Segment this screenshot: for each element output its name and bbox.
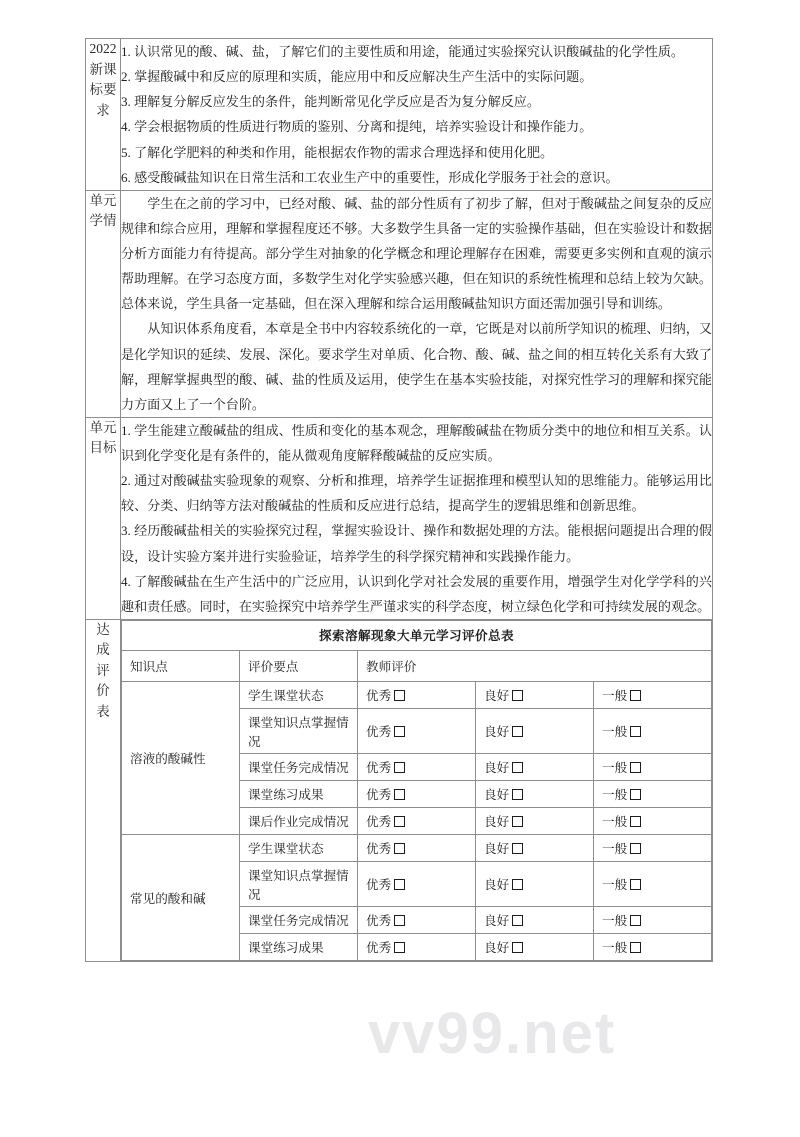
rating-checkbox-cell[interactable]	[476, 861, 594, 906]
checkbox-icon[interactable]	[512, 726, 523, 737]
rating-checkbox-cell[interactable]	[358, 708, 476, 753]
checkbox-icon[interactable]	[630, 915, 641, 926]
checkbox-icon[interactable]	[394, 942, 405, 953]
evaluation-header-row	[122, 650, 712, 681]
evaluation-section-row	[86, 619, 713, 961]
paragraph: 6. 感受酸碱盐知识在日常生活和工农业生产中的重要性，形成化学服务于社会的意识。	[121, 169, 619, 185]
section-row	[86, 39, 713, 191]
rating-label: 良好	[484, 761, 510, 776]
section-row	[86, 190, 713, 417]
rating-label: 一般	[602, 761, 628, 776]
evaluation-point: 课后作业完成情况	[240, 807, 358, 834]
section-content	[121, 417, 713, 619]
rating-checkbox-cell[interactable]	[476, 933, 594, 960]
rating-checkbox-cell[interactable]	[358, 834, 476, 861]
rating-checkbox-cell[interactable]	[594, 861, 712, 906]
rating-checkbox-cell[interactable]	[476, 834, 594, 861]
paragraph: 2. 通过对酸碱盐实验现象的观察、分析和推理，培养学生证据推理和模型认知的思维能力。能够运用比较、分类、归纳等方法对酸碱盐的性质和反应进行总结，提高学生的逻辑思维和创新思维。	[121, 473, 712, 514]
rating-label: 良好	[484, 689, 510, 704]
paragraph: 1. 认识常见的酸、碱、盐，了解它们的主要性质和用途，能通过实验探究认识酸碱盐的化学性质。	[121, 44, 685, 59]
rating-label: 优秀	[366, 689, 392, 704]
rating-label: 一般	[602, 878, 628, 893]
checkbox-icon[interactable]	[394, 726, 405, 737]
rating-label: 良好	[484, 941, 510, 956]
section-label-line: 单元	[89, 419, 117, 435]
section-label-line: 达	[96, 621, 110, 637]
checkbox-icon[interactable]	[630, 879, 641, 890]
rating-label: 良好	[484, 815, 510, 830]
checkbox-icon[interactable]	[512, 789, 523, 800]
rating-label: 一般	[602, 725, 628, 740]
watermark: vv99.net	[368, 1001, 617, 1066]
checkbox-icon[interactable]	[630, 762, 641, 773]
section-label-line: 目标	[89, 440, 117, 456]
checkbox-icon[interactable]	[394, 915, 405, 926]
checkbox-icon[interactable]	[512, 690, 523, 701]
rating-label: 一般	[602, 914, 628, 929]
paragraph: 3. 经历酸碱盐相关的实验探究过程，掌握实验设计、操作和数据处理的方法。能根据问题提出合理的假设，设计实验方案并进行实验验证，培养学生的科学探究精神和实践操作能力。	[121, 523, 712, 564]
rating-label: 良好	[484, 788, 510, 803]
rating-checkbox-cell[interactable]	[594, 906, 712, 933]
rating-checkbox-cell[interactable]	[358, 906, 476, 933]
section-content	[121, 190, 713, 417]
checkbox-icon[interactable]	[394, 843, 405, 854]
section-label-line: 价	[96, 683, 110, 699]
rating-checkbox-cell[interactable]	[594, 780, 712, 807]
rating-checkbox-cell[interactable]	[476, 753, 594, 780]
section-label-line: 成	[96, 642, 110, 658]
section-label	[86, 39, 121, 191]
rating-label: 一般	[602, 941, 628, 956]
evaluation-table-container	[121, 619, 713, 961]
rating-checkbox-cell[interactable]	[358, 681, 476, 708]
checkbox-icon[interactable]	[394, 690, 405, 701]
rating-label: 优秀	[366, 725, 392, 740]
rating-checkbox-cell[interactable]	[358, 807, 476, 834]
rating-checkbox-cell[interactable]	[594, 933, 712, 960]
rating-checkbox-cell[interactable]	[476, 906, 594, 933]
section-row	[86, 417, 713, 619]
evaluation-point: 学生课堂状态	[240, 681, 358, 708]
rating-checkbox-cell[interactable]	[594, 681, 712, 708]
checkbox-icon[interactable]	[630, 942, 641, 953]
rating-checkbox-cell[interactable]	[358, 753, 476, 780]
paragraph: 1. 学生能建立酸碱盐的组成、性质和变化的基本观念，理解酸碱盐在物质分类中的地位和相互关系。认识到化学变化是有条件的，能从微观角度解释酸碱盐的反应实质。	[121, 422, 712, 463]
knowledge-point: 溶液的酸碱性	[122, 681, 240, 834]
evaluation-point: 课堂任务完成情况	[240, 753, 358, 780]
knowledge-point: 常见的酸和碱	[122, 834, 240, 960]
rating-checkbox-cell[interactable]	[594, 807, 712, 834]
section-label	[86, 417, 121, 619]
section-label-line: 新课	[89, 61, 117, 77]
evaluation-point: 课堂任务完成情况	[240, 906, 358, 933]
paragraph: 从知识体系角度看，本章是全书中内容较系统化的一章，它既是对以前所学知识的梳理、归纳，又是化学知识的延续、发展、深化。要求学生对单质、化合物、酸、碱、盐之间的相互转化关系有大致了解，理解掌握典型的酸、碱、盐的性质及运用，使学生在基本实验技能，对探究性学习的理解和探究能力方面又上了一个台阶。	[121, 321, 712, 412]
checkbox-icon[interactable]	[394, 816, 405, 827]
header-knowledge: 知识点	[122, 650, 240, 681]
paragraph: 2. 掌握酸碱中和反应的原理和实质，能应用中和反应解决生产生活中的实际问题。	[121, 69, 593, 85]
rating-label: 良好	[484, 878, 510, 893]
checkbox-icon[interactable]	[512, 942, 523, 953]
evaluation-point: 课堂练习成果	[240, 933, 358, 960]
rating-checkbox-cell[interactable]	[476, 807, 594, 834]
section-label	[86, 190, 121, 417]
checkbox-icon[interactable]	[630, 789, 641, 800]
rating-label: 良好	[484, 725, 510, 740]
evaluation-row	[122, 681, 712, 708]
rating-checkbox-cell[interactable]	[476, 681, 594, 708]
checkbox-icon[interactable]	[394, 789, 405, 800]
section-label-line: 标要	[89, 82, 117, 98]
checkbox-icon[interactable]	[512, 879, 523, 890]
rating-checkbox-cell[interactable]	[594, 708, 712, 753]
rating-label: 优秀	[366, 878, 392, 893]
rating-checkbox-cell[interactable]	[358, 861, 476, 906]
paragraph: 3. 理解复分解反应发生的条件，能判断常见化学反应是否为复分解反应。	[121, 94, 540, 110]
section-label-line: 学情	[89, 213, 117, 229]
rating-label: 优秀	[366, 815, 392, 830]
evaluation-point: 课堂知识点掌握情况	[240, 861, 358, 906]
rating-checkbox-cell[interactable]	[358, 780, 476, 807]
checkbox-icon[interactable]	[512, 762, 523, 773]
checkbox-icon[interactable]	[630, 690, 641, 701]
evaluation-point: 课堂练习成果	[240, 780, 358, 807]
checkbox-icon[interactable]	[512, 843, 523, 854]
rating-label: 一般	[602, 842, 628, 857]
rating-label: 一般	[602, 788, 628, 803]
rating-checkbox-cell[interactable]	[476, 780, 594, 807]
rating-label: 优秀	[366, 914, 392, 929]
header-teacher-evaluation: 教师评价	[358, 650, 712, 681]
checkbox-icon[interactable]	[630, 816, 641, 827]
section-label-line: 2022	[89, 41, 117, 56]
rating-label: 优秀	[366, 761, 392, 776]
checkbox-icon[interactable]	[512, 915, 523, 926]
section-label-line: 评	[96, 662, 110, 678]
evaluation-point: 学生课堂状态	[240, 834, 358, 861]
header-points: 评价要点	[240, 650, 358, 681]
rating-checkbox-cell[interactable]	[476, 708, 594, 753]
rating-label: 优秀	[366, 788, 392, 803]
evaluation-section-label	[86, 619, 121, 961]
checkbox-icon[interactable]	[630, 726, 641, 737]
checkbox-icon[interactable]	[630, 843, 641, 854]
evaluation-row	[122, 834, 712, 861]
rating-checkbox-cell[interactable]	[594, 834, 712, 861]
rating-checkbox-cell[interactable]	[358, 933, 476, 960]
evaluation-title-row	[122, 620, 712, 650]
rating-label: 良好	[484, 914, 510, 929]
section-label-line: 单元	[89, 192, 117, 208]
rating-checkbox-cell[interactable]	[594, 753, 712, 780]
paragraph: 4. 了解酸碱盐在生产生活中的广泛应用，认识到化学对社会发展的重要作用，增强学生对化学学科的兴趣和责任感。同时，在实验探究中培养学生严谨求实的科学态度，树立绿色化学和可持续发展的观念。	[121, 573, 712, 614]
checkbox-icon[interactable]	[512, 816, 523, 827]
evaluation-table	[121, 620, 712, 961]
section-label-line: 表	[96, 703, 110, 719]
checkbox-icon[interactable]	[394, 762, 405, 773]
checkbox-icon[interactable]	[394, 879, 405, 890]
rating-label: 优秀	[366, 941, 392, 956]
unit-design-table	[85, 38, 713, 962]
evaluation-title: 探索溶解现象大单元学习评价总表	[122, 620, 712, 650]
rating-label: 一般	[602, 689, 628, 704]
paragraph: 4. 学会根据物质的性质进行物质的鉴别、分离和提纯，培养实验设计和操作能力。	[121, 119, 593, 135]
rating-label: 良好	[484, 842, 510, 857]
section-label-line: 求	[96, 102, 110, 118]
evaluation-point: 课堂知识点掌握情况	[240, 708, 358, 753]
paragraph: 学生在之前的学习中，已经对酸、碱、盐的部分性质有了初步了解，但对于酸碱盐之间复杂的反应规律和综合应用，理解和掌握程度还不够。大多数学生具备一定的实验操作基础，但在实验设计和数据分析方面能力有待提高。部分学生对抽象的化学概念和理论理解存在困难，需要更多实例和直观的演示帮助理解。在学习态度方面，多数学生对化学实验感兴趣，但在知识的系统性梳理和总结上较为欠缺。总体来说，学生具备一定基础，但在深入理解和综合运用酸碱盐知识方面还需加强引导和训练。	[121, 195, 712, 312]
section-content	[121, 39, 713, 191]
rating-label: 一般	[602, 815, 628, 830]
rating-label: 优秀	[366, 842, 392, 857]
paragraph: 5. 了解化学肥料的种类和作用，能根据农作物的需求合理选择和使用化肥。	[121, 144, 554, 160]
